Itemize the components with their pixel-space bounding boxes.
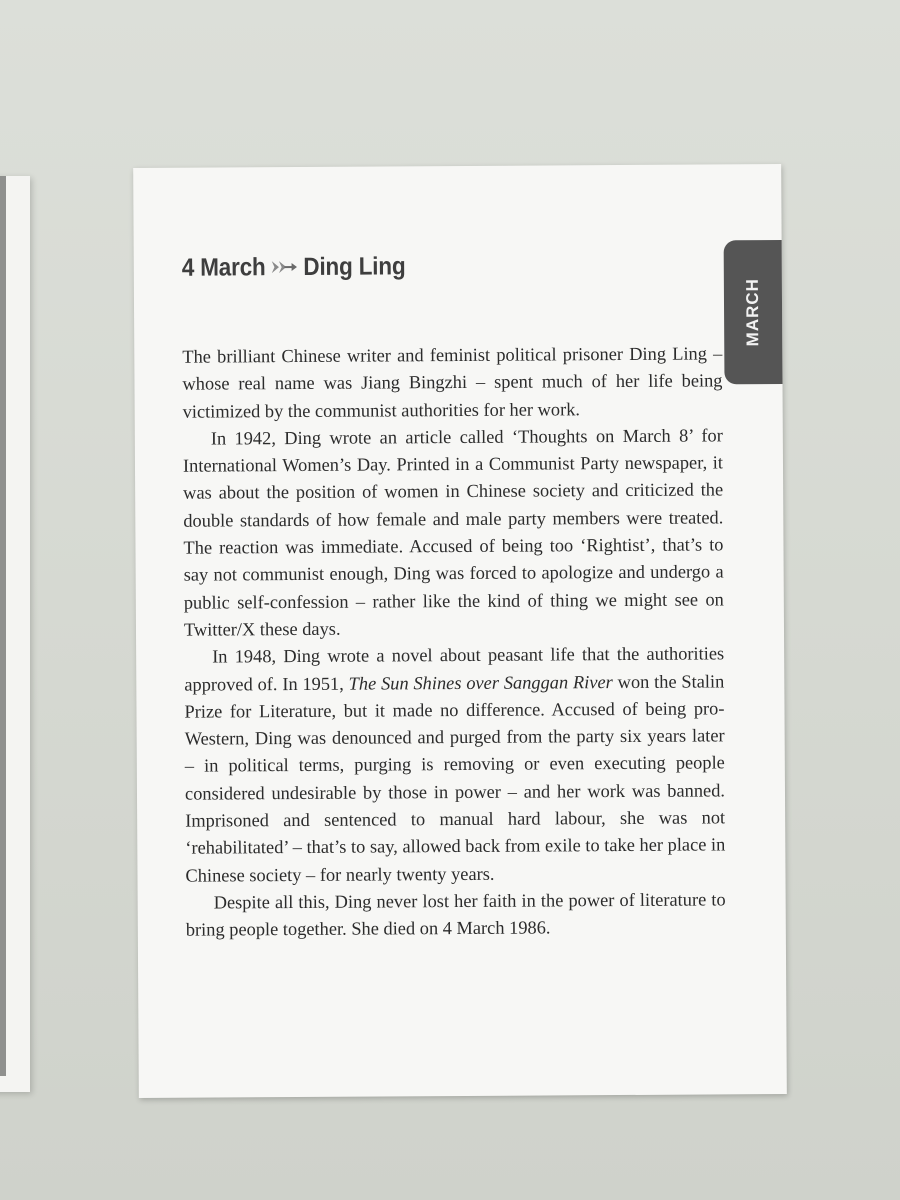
heading-name: Ding Ling — [303, 252, 406, 281]
adjacent-page-edge — [0, 176, 6, 1076]
paragraph-4: Despite all this, Ding never lost her faith in the power of literature to bring people together. She died on 4 March 1986. — [185, 889, 726, 940]
month-tab — [724, 240, 783, 384]
paragraph-1: The brilliant Chinese writer and feminist political prisoner Ding Ling – whose real name was Jiang Bingzhi – spent much of her life being victimized by the communist authorities for her work. — [182, 343, 723, 422]
paragraph-3-intro: In 1948, Ding wrote a novel about peasant life that the authorities approved of. In 1951, — [184, 643, 725, 695]
paragraph-3 — [184, 641, 725, 890]
article-body — [182, 340, 726, 944]
month-tab-label: MARCH — [742, 278, 763, 347]
book-title: The Sun Shines over Sanggan River — [348, 671, 613, 694]
double-arrow-icon — [271, 258, 298, 276]
paragraph-3-rest: won the Stalin Prize for Literature, but it made no difference. Accused of being pro-Western, Ding was denounced and purged from the party six years later – in political terms, purging is removing or even executing people considered undesirable by those in power – and her work was banned. Imprisoned and sentenced to manual hard labour, she was not ‘rehabilitated’ – that’s to say, allowed back from exile to take her place in Chinese society – for nearly twenty years. — [184, 670, 726, 886]
heading-date: 4 March — [181, 253, 266, 282]
page-heading — [182, 252, 406, 282]
book-page — [133, 164, 787, 1098]
paragraph-2: In 1942, Ding wrote an article called ‘Thoughts on March 8’ for International Women’s Day. Printed in a Communist Party newspaper, it was about the position of women in Chinese society and criticized the double standards of how female and male party members were treated. The reaction was immediate. Accused of being too ‘Rightist’, that’s to say not communist enough, Ding was forced to apologize and undergo a public self-confession – rather like the kind of thing we might see on Twitter/X these days. — [182, 425, 724, 640]
